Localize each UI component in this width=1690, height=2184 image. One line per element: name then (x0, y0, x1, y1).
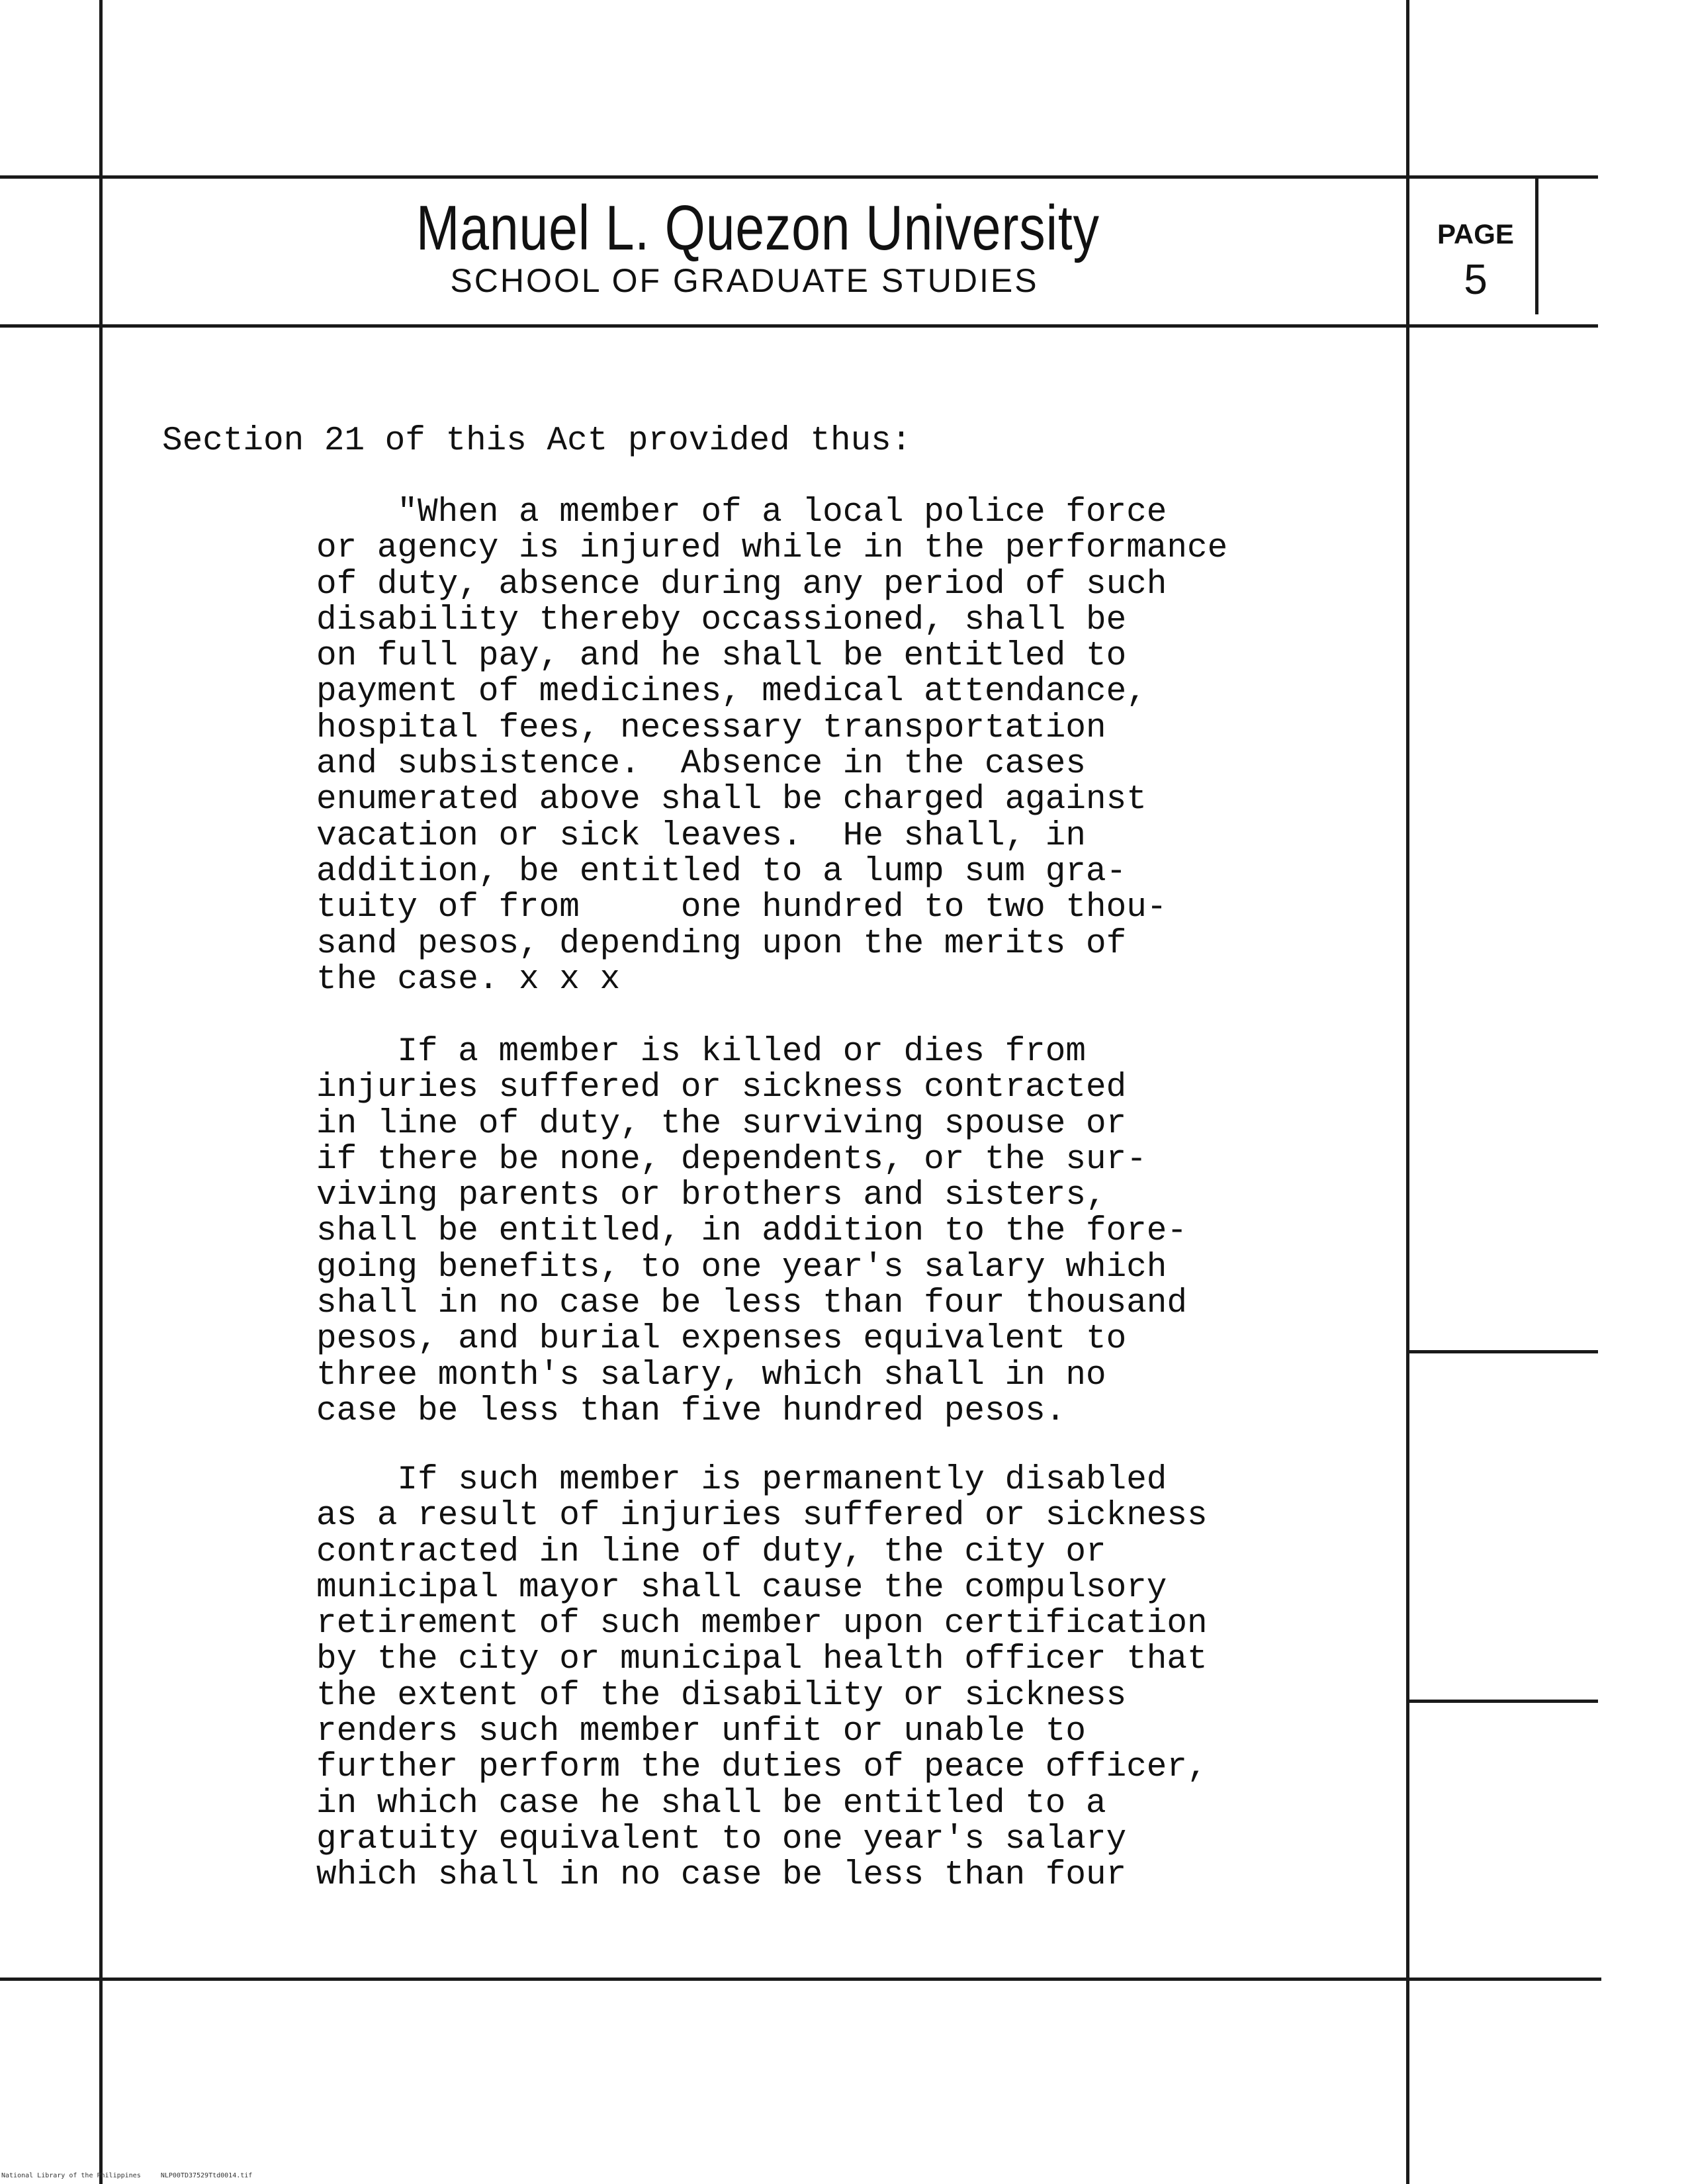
university-name: Manuel L. Quezon University (416, 193, 1100, 263)
paragraph-line: contracted in line of duty, the city or (316, 1533, 1106, 1571)
left-margin-line (99, 0, 103, 2184)
footer-rule (0, 1978, 1601, 1981)
paragraph-line: "When a member of a local police force (316, 494, 1167, 531)
paragraph-line: or agency is injured while in the performance (316, 529, 1228, 568)
paragraph-line: shall in no case be less than four thousand (316, 1285, 1188, 1323)
paragraph-line: addition, be entitled to a lump sum gra- (316, 852, 1127, 891)
paragraph-line: disability thereby occassioned, shall be (316, 601, 1127, 639)
paragraph-line: which shall in no case be less than four (316, 1856, 1127, 1895)
scan-footer-note: National Library of the Philippines NLP00TD37529Ttd0014.tif (1, 2172, 253, 2179)
paragraph-line: as a result of injuries suffered or sickness (316, 1497, 1208, 1535)
paragraph-line: vacation or sick leaves. He shall, in (316, 817, 1086, 855)
paragraph-line: of duty, absence during any period of such (316, 565, 1167, 604)
paragraph-line: retirement of such member upon certification (316, 1605, 1208, 1643)
right-margin-line (1406, 0, 1409, 2184)
header-top-rule (0, 175, 1598, 179)
paragraph-line: the case. x x x (316, 960, 621, 999)
paragraph-line: shall be entitled, in addition to the fore- (316, 1212, 1188, 1251)
page-label: PAGE (1437, 218, 1514, 250)
paragraph-line: enumerated above shall be charged against (316, 781, 1147, 819)
paragraph-line: sand pesos, depending upon the merits of (316, 925, 1127, 963)
paragraph-line: in which case he shall be entitled to a (316, 1784, 1106, 1823)
page-box-right-line (1535, 175, 1538, 314)
paragraph-line: renders such member unfit or unable to (316, 1713, 1086, 1751)
quoted-paragraph (316, 495, 1227, 998)
paragraph-line: gratuity equivalent to one year's salary (316, 1820, 1127, 1858)
paragraph-line: and subsistence. Absence in the cases (316, 745, 1086, 784)
paragraph-line: If a member is killed or dies from (316, 1033, 1086, 1071)
paragraph-line: if there be none, dependents, or the sur- (316, 1140, 1147, 1179)
paragraph-line: going benefits, to one year's salary which (316, 1248, 1167, 1287)
paragraph-line: injuries suffered or sickness contracted (316, 1069, 1127, 1107)
page-number: 5 (1464, 255, 1488, 303)
paragraph-line: three month's salary, which shall in no (316, 1356, 1106, 1394)
quoted-paragraph (316, 1463, 1208, 1894)
paragraph-line: further perform the duties of peace officer, (316, 1749, 1208, 1787)
paragraph-line: pesos, and burial expenses equivalent to (316, 1320, 1127, 1359)
school-name: SCHOOL OF GRADUATE STUDIES (450, 262, 1039, 299)
paragraph-line: case be less than five hundred pesos. (316, 1392, 1066, 1430)
paragraph-line: by the city or municipal health officer that (316, 1641, 1208, 1679)
paragraph-line: municipal mayor shall cause the compulsory (316, 1569, 1167, 1607)
header-bottom-rule (0, 324, 1598, 328)
side-column-rule-lower (1406, 1700, 1598, 1703)
paragraph-line: viving parents or brothers and sisters, (316, 1177, 1106, 1215)
side-column-rule-upper (1406, 1350, 1598, 1353)
paragraph-line: in line of duty, the surviving spouse or (316, 1105, 1127, 1143)
intro-line: Section 21 of this Act provided thus: (162, 422, 912, 460)
paragraph-line: tuity of from one hundred to two thou- (316, 889, 1167, 927)
paragraph-line: the extent of the disability or sickness (316, 1676, 1127, 1715)
paragraph-line: If such member is permanently disabled (316, 1461, 1167, 1499)
paragraph-line: on full pay, and he shall be entitled to (316, 637, 1127, 676)
quoted-paragraph (316, 1034, 1187, 1430)
paragraph-line: hospital fees, necessary transportation (316, 709, 1106, 747)
paragraph-line: payment of medicines, medical attendance, (316, 673, 1147, 711)
